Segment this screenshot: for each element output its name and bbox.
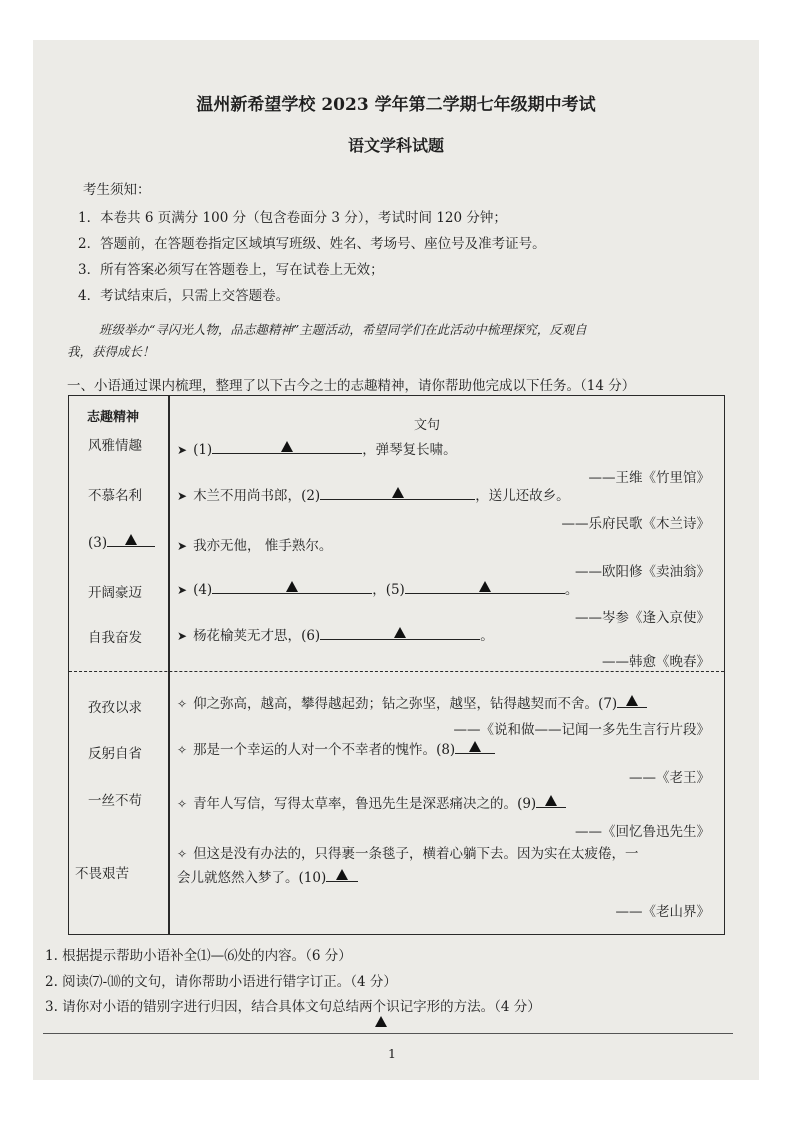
triangle-icon xyxy=(394,627,406,638)
spirit-label: 孜孜以求 xyxy=(88,700,142,716)
answer-blank[interactable] xyxy=(536,795,566,808)
triangle-icon xyxy=(125,534,137,545)
spirit-label: 一丝不苟 xyxy=(88,793,142,809)
arrowhead-icon: ➤ xyxy=(177,583,188,597)
intro-line-1: 班级举办“寻闪光人物，品志趣精神”主题活动，希望同学们在此活动中梳理探究，反观自 xyxy=(99,322,587,337)
arrowhead-icon: ➤ xyxy=(177,539,188,553)
diamond-icon: ✧ xyxy=(177,847,188,861)
triangle-icon xyxy=(286,581,298,592)
source-citation: ——岑参《逢入京使》 xyxy=(575,610,710,626)
answer-blank[interactable] xyxy=(212,441,362,454)
notice-item-3: 3．所有答案必须写在答题卷上，写在试卷上无效； xyxy=(78,262,384,278)
table-column-divider xyxy=(168,396,170,934)
answer-blank[interactable] xyxy=(320,627,480,640)
notice-heading: 考生须知： xyxy=(83,182,151,198)
answer-blank[interactable] xyxy=(320,487,475,500)
triangle-icon xyxy=(392,487,404,498)
notice-item-4: 4．考试结束后，只需上交答题卷。 xyxy=(78,288,290,304)
table-row: ➤ (4) ，(5) 。 xyxy=(177,582,579,598)
source-citation: ——欧阳修《卖油翁》 xyxy=(575,564,710,580)
table-row: ➤ 杨花榆荚无才思，(6) 。 xyxy=(177,628,494,644)
diamond-icon: ✧ xyxy=(177,697,188,711)
table-row: ✧ 那是一个幸运的人对一个不幸者的愧怍。(8) xyxy=(177,738,495,758)
spirit-label: 自我奋发 xyxy=(88,630,142,646)
page-title: 温州新希望学校 2023 学年第二学期七年级期中考试 xyxy=(196,95,596,115)
source-citation: ——《回忆鲁迅先生》 xyxy=(575,824,710,840)
answer-blank[interactable] xyxy=(212,581,372,594)
diamond-icon: ✧ xyxy=(177,797,188,811)
triangle-icon xyxy=(336,869,348,880)
answer-blank[interactable] xyxy=(405,581,565,594)
intro-line-2: 我，获得成长！ xyxy=(67,344,155,359)
table-dashed-divider xyxy=(69,671,724,672)
section-heading: 一、小语通过课内梳理，整理了以下古今之士的志趣精神，请你帮助他完成以下任务。（14 分） xyxy=(67,378,636,394)
page-number: 1 xyxy=(388,1046,396,1061)
notice-item-1: 1．本卷共 6 页满分 100 分（包含卷面分 3 分），考试时间 120 分钟； xyxy=(78,210,507,226)
col-header-sentence: 文句 xyxy=(414,418,441,433)
arrowhead-icon: ➤ xyxy=(177,629,188,643)
source-citation: ——《老山界》 xyxy=(615,904,710,920)
question-2: 2. 阅读⑺-⑽的文句，请你帮助小语进行错字订正。（4 分） xyxy=(45,974,397,990)
source-citation: ——乐府民歌《木兰诗》 xyxy=(561,516,710,532)
triangle-icon xyxy=(545,795,557,806)
triangle-icon xyxy=(281,441,293,452)
diamond-icon: ✧ xyxy=(177,743,188,757)
table-row: ➤ 我亦无他， 惟手熟尔。 xyxy=(177,538,333,554)
table-row: ✧ 青年人写信，写得太草率，鲁迅先生是深恶痛决之的。(9) xyxy=(177,792,566,812)
spirit-table xyxy=(68,395,725,935)
question-1: 1. 根据提示帮助小语补全⑴—⑹处的内容。（6 分） xyxy=(45,948,352,964)
source-citation: ——《说和做——记闻一多先生言行片段》 xyxy=(453,722,710,738)
answer-blank[interactable] xyxy=(326,869,358,882)
col-header-spirit: 志趣精神 xyxy=(87,410,140,425)
triangle-icon xyxy=(626,695,638,706)
answer-blank[interactable] xyxy=(617,695,647,708)
table-row-continued: 会儿就悠然入梦了。(10) xyxy=(177,866,358,886)
triangle-icon xyxy=(469,741,481,752)
table-row: ➤ 木兰不用尚书郎，(2) ，送儿还故乡。 xyxy=(177,488,570,504)
arrowhead-icon: ➤ xyxy=(177,489,188,503)
source-citation: ——韩愈《晚春》 xyxy=(602,654,710,670)
footer-divider xyxy=(43,1033,733,1034)
answer-blank[interactable] xyxy=(107,534,155,547)
table-row: ✧ 仰之弥高，越高，攀得越起劲；钻之弥坚，越坚，钻得越契而不舍。(7) xyxy=(177,692,647,712)
page-subtitle: 语文学科试题 xyxy=(347,136,444,155)
question-3: 3. 请你对小语的错别字进行归因，结合具体文句总结两个识记字形的方法。（4 分） xyxy=(45,999,541,1015)
spirit-label: 不畏艰苦 xyxy=(75,866,129,882)
spirit-label: 开阔豪迈 xyxy=(88,585,142,601)
triangle-icon xyxy=(479,581,491,592)
table-row: ✧ 但这是没有办法的，只得裹一条毯子，横着心躺下去。因为实在太疲倦，一 xyxy=(177,846,639,862)
exam-page xyxy=(33,40,759,1080)
arrowhead-icon: ➤ xyxy=(177,443,188,457)
spirit-label: 风雅情趣 xyxy=(88,438,142,454)
spirit-label: 反躬自省 xyxy=(88,746,142,762)
spirit-label-blank: (3) xyxy=(88,534,155,551)
notice-item-2: 2．答题前，在答题卷指定区域填写班级、姓名、考场号、座位号及准考证号。 xyxy=(78,236,546,252)
source-citation: ——《老王》 xyxy=(629,770,710,786)
source-citation: ——王维《竹里馆》 xyxy=(588,470,710,486)
table-row: ➤ (1) ，弹琴复长啸。 xyxy=(177,442,457,458)
spirit-label: 不慕名利 xyxy=(88,488,142,504)
answer-blank[interactable] xyxy=(455,741,495,754)
triangle-icon xyxy=(375,1016,387,1027)
